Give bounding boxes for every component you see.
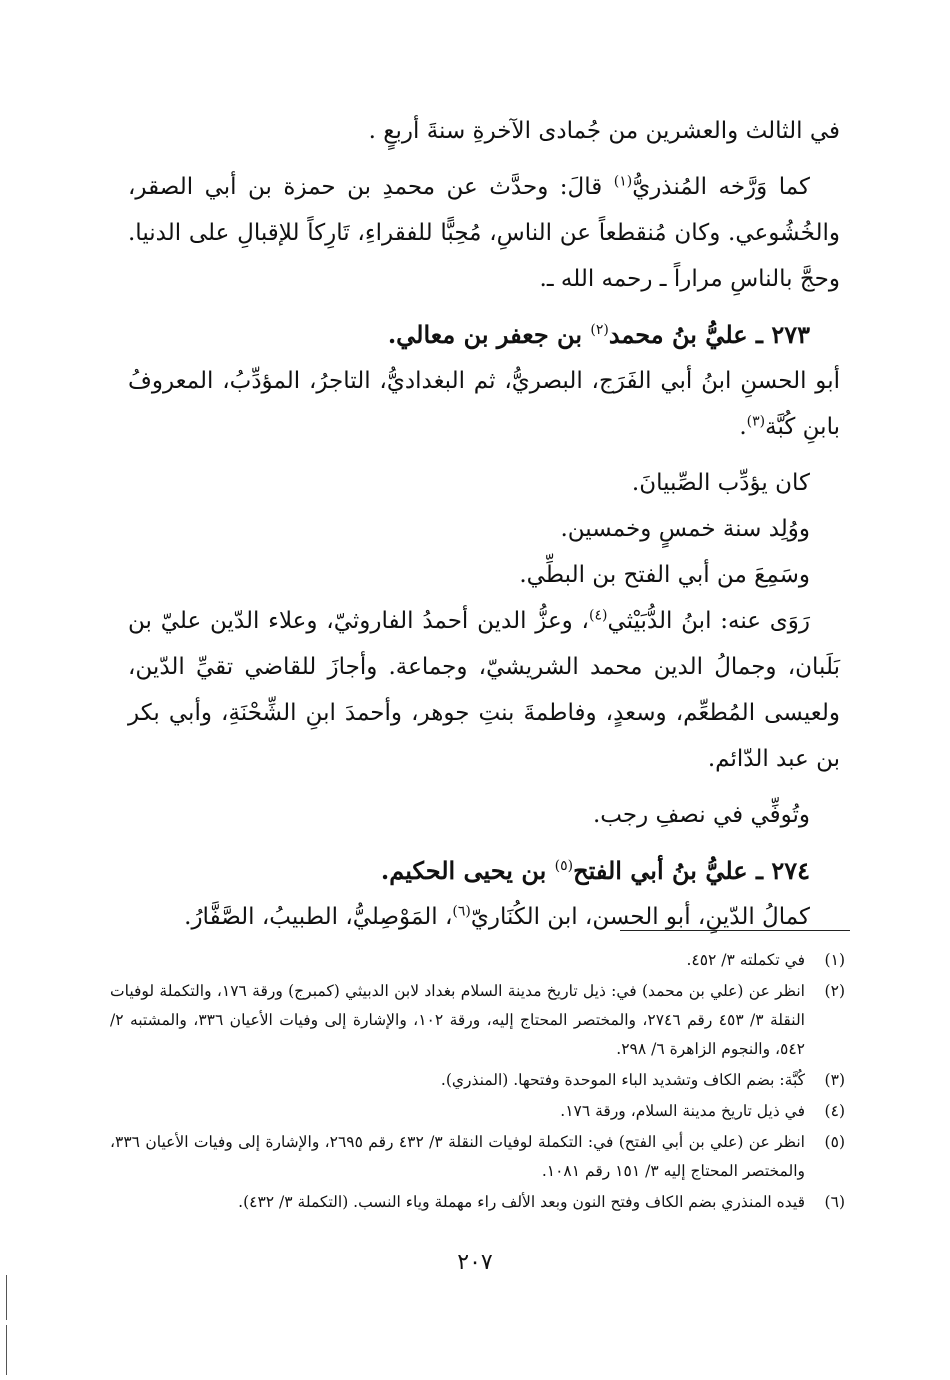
footnote-text: انظر عن (علي بن محمد) في: ذيل تاريخ مدينة السلام بغداد لابن الدبيثي (كمبرج) ورقة ١٧٦، والتكملة لوفيات النقلة ٣/ ٤٥٣ رقم ٢٧٤٦، والمختصر المحتاج إليه، ورقة ١٠٢، والإشارة إلى وفيات الأعيان ٣٣٦، والمشتبه ٢/ ٥٤٢، والنجوم الزاهرة ٦/ ٢٩٨. [110,982,805,1058]
footnote-ref-6: (٦) [452,903,471,920]
footnotes [110,946,845,1219]
footnote-5 [110,1128,845,1186]
footnote-number: (٢) [824,982,845,1000]
footnote-6 [110,1188,845,1217]
footnote-number: (١) [824,951,845,969]
footnote-text: في ذيل تاريخ مدينة السلام، ورقة ١٧٦. [560,1102,805,1120]
main-text [128,108,840,940]
paragraph-6: وسَمِعَ من أبي الفتح بن البطِّي. [519,562,810,588]
footnote-ref-2: (٢) [590,322,609,338]
footnote-ref-1: (١) [613,173,633,190]
paragraph-8: وتُوفِّي في نصفِ رجب. [592,802,810,828]
footnote-number: (٦) [824,1193,845,1211]
footnote-2 [110,977,845,1064]
entry-heading-273: ٢٧٣ ـ عليُّ بنُ محمد$^{(٢)}$ بن جعفر بن معالي. [387,320,810,349]
paragraph-5: ووُلِد سنة خمسٍ وخمسين. [560,516,810,542]
footnote-3 [110,1066,845,1095]
footnote-number: (٥) [824,1133,845,1151]
entry-heading-274: ٢٧٤ ـ عليُّ بنُ أبي الفتح$^{(٥)}$ بن يحيى الحكيم. [380,856,810,885]
footnote-number: (٣) [824,1071,845,1089]
margin-line-mark [6,1325,7,1375]
page-number: ٢٠٧ [457,1250,493,1275]
footnote-ref-4: (٤) [588,607,608,624]
paragraph-3: أبو الحسنِ ابنُ أبي الفَرَج، البصريُّ، ثم البغداديُّ، التاجرُ، المؤدِّبُ، المعروفُ بابنِ كُبَّة$^{(٣)}$. [128,368,840,440]
paragraph-2: كما وَرَّخه المُنذريُّ$^{(١)}$ قالَ: وحدَّث عن محمدِ بن حمزة بن أبي الصقر، والخُشُوعي. وكان مُنقطعاً عن الناسِ، مُحِبًّا للفقراءِ، تَارِكاً للإقبالِ على الدنيا. وحجَّ بالناسِ مراراً ـ رحمه الله ـ. [128,173,840,292]
paragraph-1: في الثالث والعشرين من جُمادى الآخرةِ سنةَ أربعٍ . [368,118,840,144]
footnote-number: (٤) [824,1102,845,1120]
footnote-4 [110,1097,845,1126]
footnote-text: انظر عن (علي بن أبي الفتح) في: التكملة لوفيات النقلة ٣/ ٤٣٢ رقم ٢٦٩٥، والإشارة إلى وفيات الأعيان ٣٣٦، والمختصر المحتاج إليه ٣/ ١٥١ رقم ١٠٨١. [110,1133,805,1180]
paragraph-7: رَوَى عنه: ابنُ الدُّبَيْثي$^{(٤)}$، وعزُّ الدين أحمدُ الفاروثيّ، وعلاء الدّين عليّ بن بَلَبان، وجمالُ الدين محمد الشريشيّ، وجماعة. وأجازَ للقاضي تقيِّ الدّين، ولعيسى المُطعِّم، وسعدٍ، وفاطمةَ بنتِ جوهر، وأحمدَ ابنِ الشِّحْنَةِ، وأبي بكر بن عبد الدّائم. [128,607,840,772]
footnote-ref-5: (٥) [554,858,574,874]
footnote-ref-3: (٣) [746,413,766,430]
footnote-separator [620,930,850,931]
footnote-text: في تكملته ٣/ ٤٥٢. [686,951,805,969]
margin-line-mark [6,1275,7,1320]
paragraph-9: كمالُ الدّينِ، أبو الحسن، ابن الكُنَاريّ$^{(٦)}$، المَوْصِليُّ، الطبيبُ، الصَّفَّارُ. [184,903,810,930]
footnote-text: قيده المنذري بضم الكاف وفتح النون وبعد الألف راء مهملة وياء النسب. (التكملة ٣/ ٤٣٢). [238,1193,805,1211]
footnote-text: كُبَّة: بضم الكاف وتشديد الباء الموحدة وفتحها. (المنذري). [440,1071,805,1089]
paragraph-4: كان يؤدِّب الصِّبيانَ. [631,470,810,496]
footnote-1 [110,946,845,975]
